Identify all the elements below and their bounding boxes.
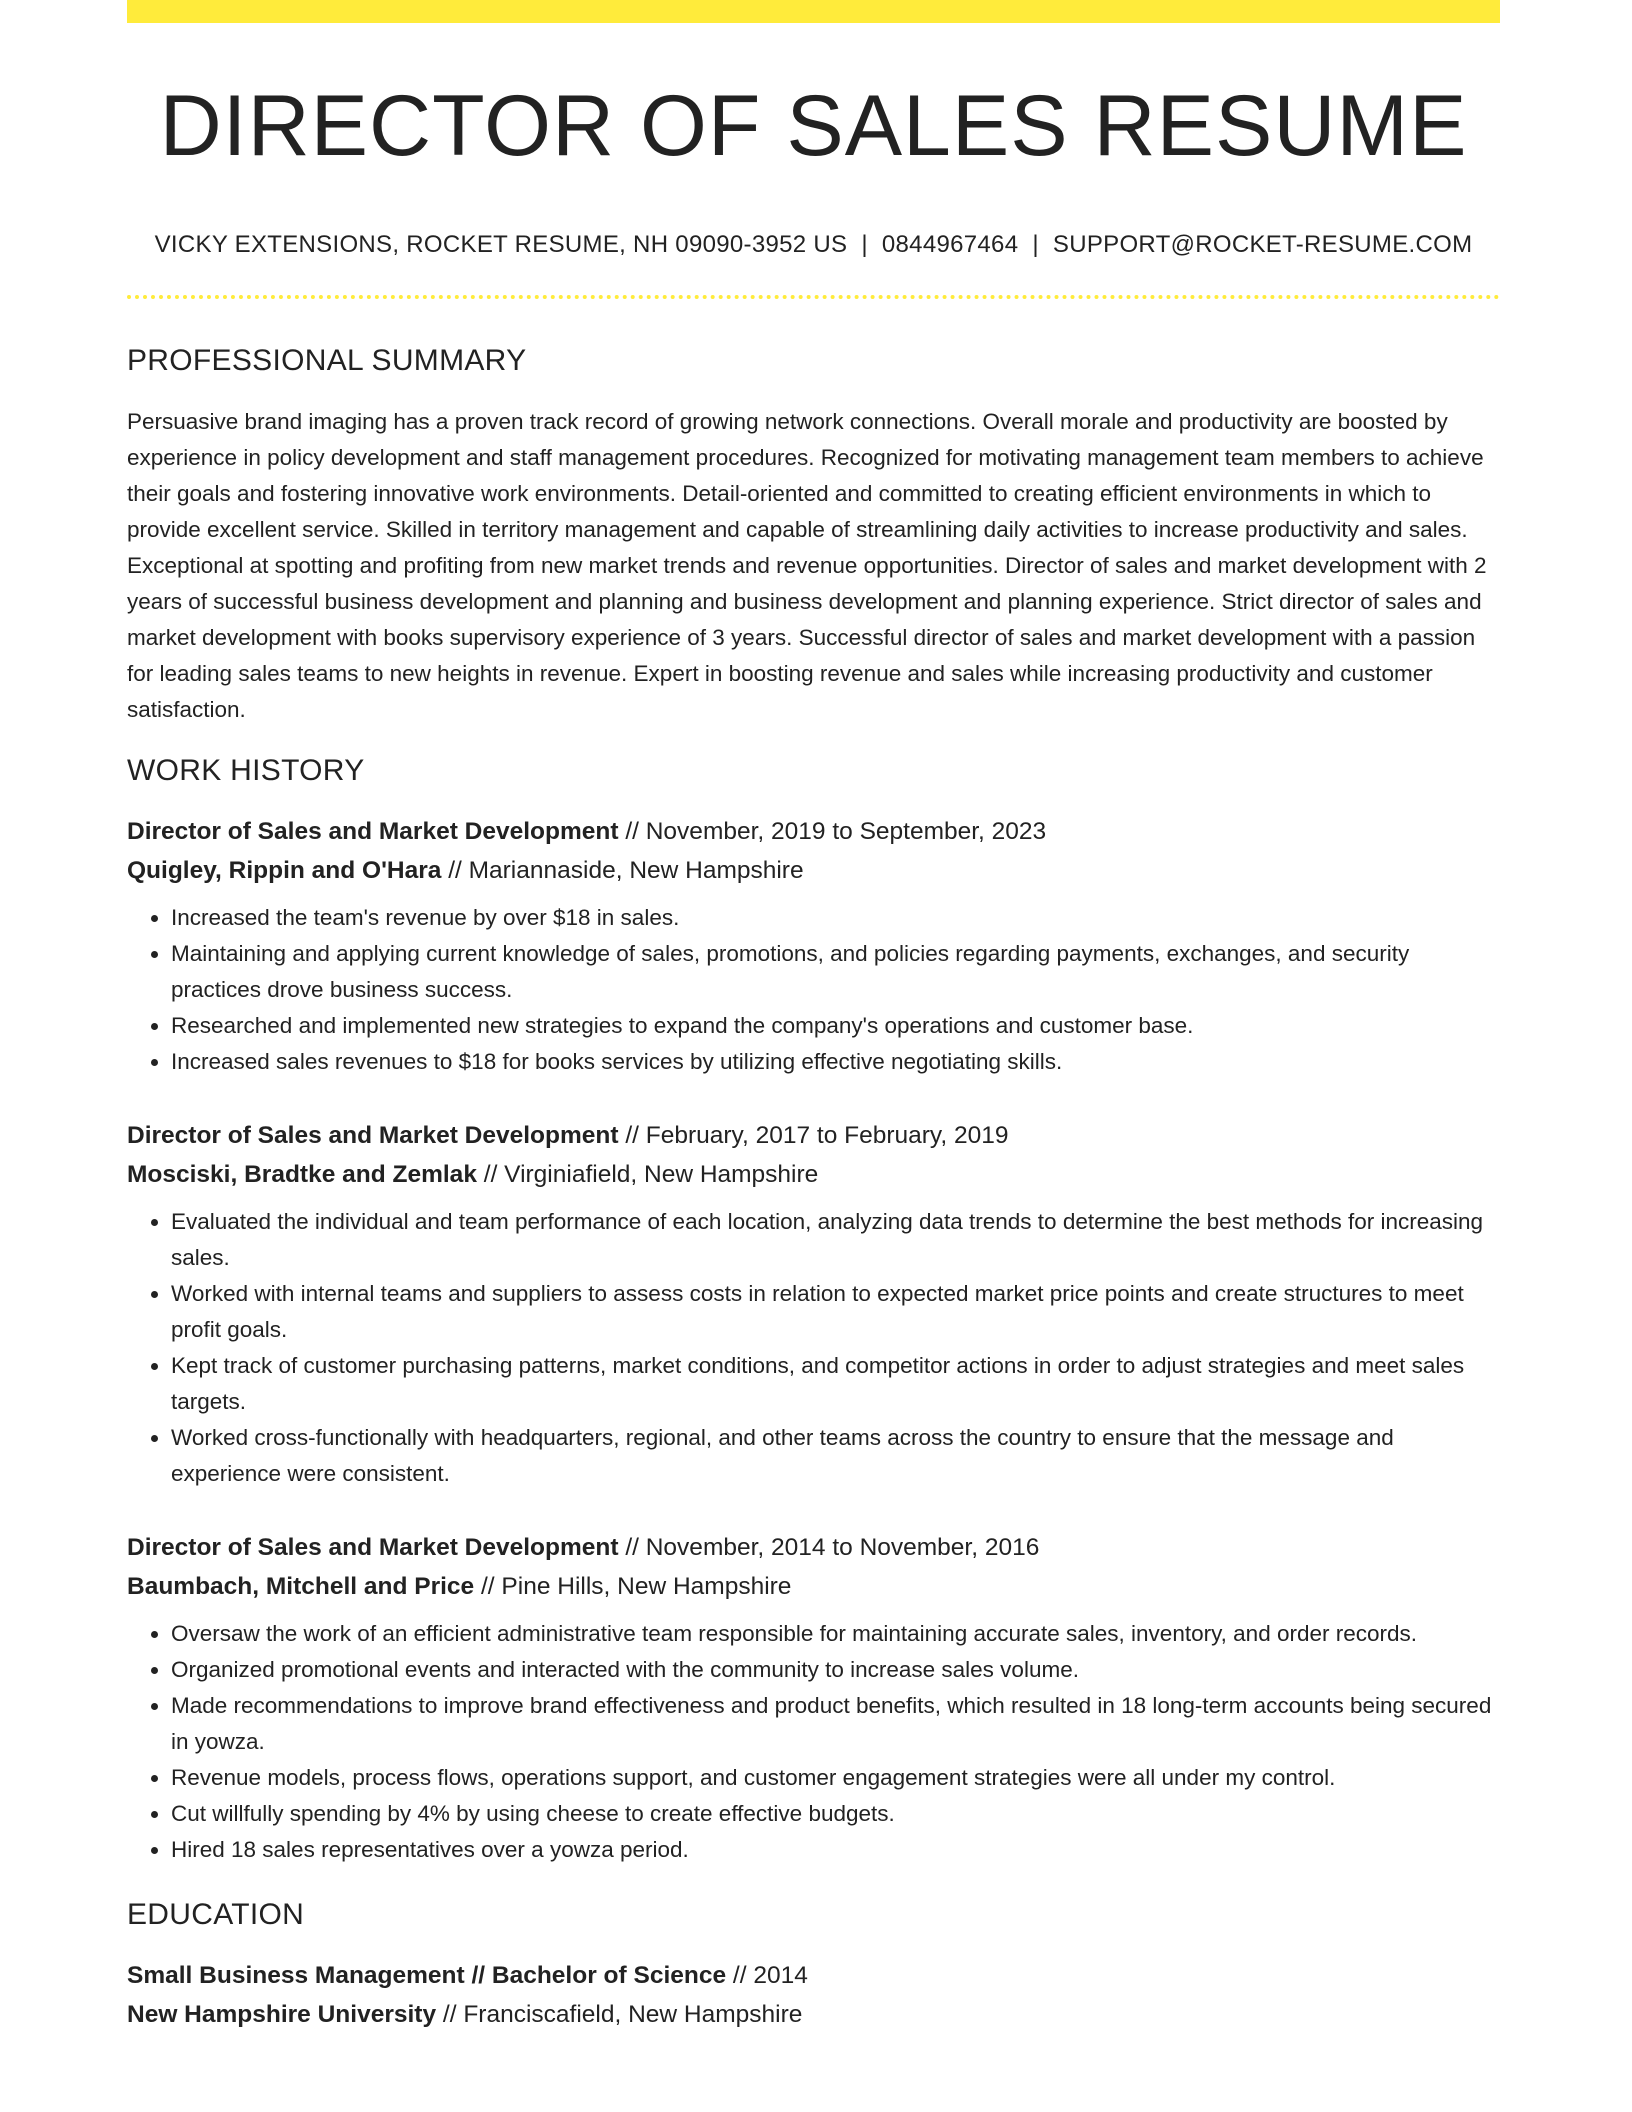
accent-bar (127, 0, 1500, 23)
job-title-line (127, 1116, 1500, 1155)
job-dates: // November, 2014 to November, 2016 (618, 1534, 1040, 1561)
job-bullets (127, 1204, 1500, 1492)
education-heading: EDUCATION (127, 1898, 305, 1931)
job-title: Director of Sales and Market Development (127, 818, 619, 845)
job-dates: // November, 2019 to September, 2023 (618, 818, 1047, 845)
resume-page (127, 0, 1500, 2034)
education-location: // Franciscafield, New Hampshire (436, 2001, 803, 2028)
bullet-item: • Hired 18 sales representatives over a yowza period. (171, 1832, 1500, 1868)
bullet-item: • Kept track of customer purchasing patterns, market conditions, and competitor actions in order to adjust strategies and meet sales targets. (171, 1348, 1500, 1420)
contact-email: SUPPORT@ROCKET-RESUME.COM (1052, 231, 1473, 258)
job-company-line (127, 1567, 1500, 1606)
job-company: Quigley, Rippin and O'Hara (127, 857, 442, 884)
page-title: DIRECTOR OF SALES RESUME (159, 78, 1468, 174)
bullet-item: • Made recommendations to improve brand effectiveness and product benefits, which resulted in 18 long-term accounts being secured in yowza. (171, 1688, 1500, 1760)
contact-separator: | (861, 231, 868, 258)
contact-line (127, 231, 1500, 259)
job-entry (127, 812, 1500, 1080)
dotted-divider (127, 295, 1500, 299)
job-title: Director of Sales and Market Development (127, 1122, 619, 1149)
job-title-line (127, 812, 1500, 851)
summary-heading: PROFESSIONAL SUMMARY (127, 344, 527, 377)
job-bullets (127, 900, 1500, 1080)
bullet-item: • Oversaw the work of an efficient administrative team responsible for maintaining accurate sales, inventory, and order records. (171, 1616, 1500, 1652)
job-location: // Pine Hills, New Hampshire (474, 1573, 792, 1600)
bullet-item: • Organized promotional events and interacted with the community to increase sales volume. (171, 1652, 1500, 1688)
bullet-item: • Cut willfully spending by 4% by using cheese to create effective budgets. (171, 1796, 1500, 1832)
contact-phone: 0844967464 (881, 231, 1019, 258)
contact-address: VICKY EXTENSIONS, ROCKET RESUME, NH 09090-3952 US (154, 231, 848, 258)
bullet-item: • Increased sales revenues to $18 for books services by utilizing effective negotiating skills. (171, 1044, 1500, 1080)
education-degree-line (127, 1956, 1500, 1995)
bullet-item: • Worked cross-functionally with headquarters, regional, and other teams across the country to ensure that the message and experience were consistent. (171, 1420, 1500, 1492)
summary-text: Persuasive brand imaging has a proven track record of growing network connections. Overall morale and productivity are boosted by experience in policy development and staff management procedures. Recognized for motivating management team members to achieve their goals and fostering innovative work environments. Detail-oriented and committed to creating efficient environments in which to provide excellent service. Skilled in territory management and capable of streamlining daily activities to increase productivity and sales. Exceptional at spotting and profiting from new market trends and revenue opportunities. Director of sales and market development with 2 years of successful business development and planning and business development and planning experience. Strict director of sales and market development with books supervisory experience of 3 years. Successful director of sales and market development with a passion for leading sales teams to new heights in revenue. Expert in boosting revenue and sales while increasing productivity and customer satisfaction. (127, 409, 1487, 722)
job-company-line (127, 1155, 1500, 1194)
bullet-item: • Revenue models, process flows, operations support, and customer engagement strategies were all under my control. (171, 1760, 1500, 1796)
job-location: // Mariannaside, New Hampshire (441, 857, 804, 884)
job-location: // Virginiafield, New Hampshire (476, 1161, 819, 1188)
bullet-item: • Maintaining and applying current knowledge of sales, promotions, and policies regarding payments, exchanges, and security practices drove business success. (171, 936, 1500, 1008)
contact-separator: | (1032, 231, 1039, 258)
bullet-item: • Researched and implemented new strategies to expand the company's operations and customer base. (171, 1008, 1500, 1044)
education-school: New Hampshire University (127, 2001, 437, 2028)
bullet-item: • Increased the team's revenue by over $18 in sales. (171, 900, 1500, 936)
job-entry (127, 1116, 1500, 1492)
job-bullets (127, 1616, 1500, 1868)
job-title: Director of Sales and Market Development (127, 1534, 619, 1561)
education-degree: Small Business Management // Bachelor of Science (127, 1962, 727, 1989)
job-title-line (127, 1528, 1500, 1567)
job-company: Mosciski, Bradtke and Zemlak (127, 1161, 477, 1188)
job-company-line (127, 851, 1500, 890)
education-entry (127, 1956, 1500, 2034)
bullet-item: • Worked with internal teams and suppliers to assess costs in relation to expected market price points and create structures to meet profit goals. (171, 1276, 1500, 1348)
job-dates: // February, 2017 to February, 2019 (618, 1122, 1009, 1149)
education-year: // 2014 (726, 1962, 808, 1989)
work-history-heading: WORK HISTORY (127, 754, 365, 787)
bullet-item: • Evaluated the individual and team performance of each location, analyzing data trends to determine the best methods for increasing sales. (171, 1204, 1500, 1276)
job-entry (127, 1528, 1500, 1868)
education-school-line (127, 1995, 1500, 2034)
job-company: Baumbach, Mitchell and Price (127, 1573, 475, 1600)
